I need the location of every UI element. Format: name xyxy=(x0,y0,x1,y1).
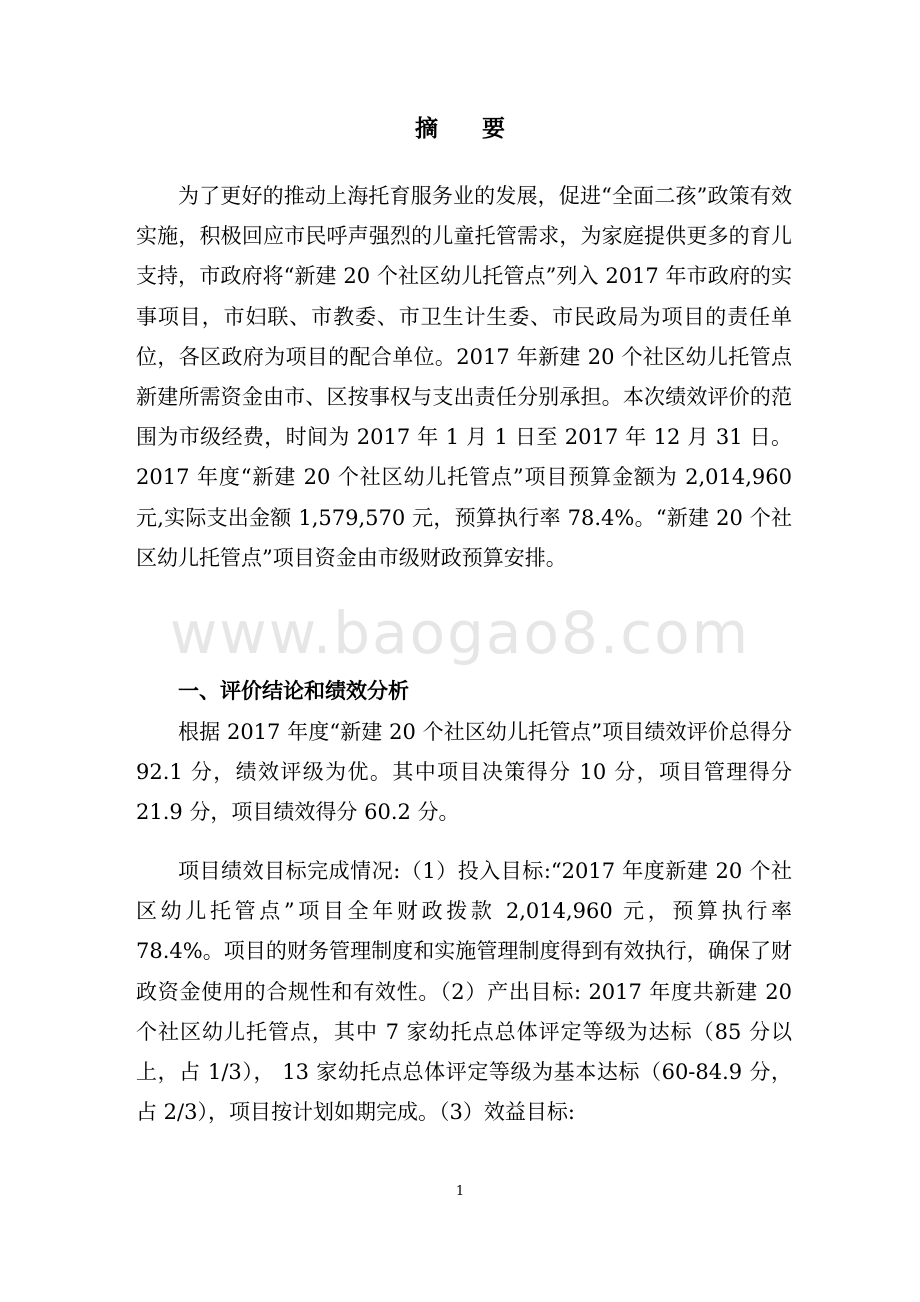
page-number: 1 xyxy=(455,1184,465,1199)
intro-paragraph: 为了更好的推动上海托育服务业的发展，促进“全面二孩”政策有效实施，积极回应市民呼声强烈的儿童托管需求，为家庭提供更多的育儿支持，市政府将“新建 20 个社区幼儿托管点”列入 2017 年市政府的实事项目，市妇联、市教委、市卫生计生委、市民政局为项目的责任单位，各区政府为项目的配合单位。2017 年新建 20 个社区幼儿托管点新建所需资金由市、区按事权与支出责任分别承担。本次绩效评价的范围为市级经费，时间为 2017 年 1 月 1 日至 2017 年 12 月 31 日。2017 年度“新建 20 个社区幼儿托管点”项目预算金额为 2,014,960 元,实际支出金额 1,579,570 元，预算执行率 78.4%。“新建 20 个社区幼儿托管点”项目资金由市级财政预算安排。 xyxy=(136,184,792,570)
section-heading: 一、评价结论和绩效分析 xyxy=(178,678,409,703)
score-paragraph: 根据 2017 年度“新建 20 个社区幼儿托管点”项目绩效评价总得分 92.1 分，绩效评级为优。其中项目决策得分 10 分，项目管理得分 21.9 分，项目绩效得分 60.2 分。 xyxy=(136,720,792,825)
goals-paragraph: 项目绩效目标完成情况:（1）投入目标:“2017 年度新建 20 个社区幼儿托管点”项目全年财政拨款 2,014,960 元，预算执行率 78.4%。项目的财务管理制度和实施管理制度得到有效执行，确保了财政资金使用的合规性和有效性。（2）产出目标: 2017 年度共新建 20 个社区幼儿托管点，其中 7 家幼托点总体评定等级为达标（85 分以上，占 1/3）， 13 家幼托点总体评定等级为基本达标（60-84.9 分，占 2/3），项目按计划如期完成。（3）效益目标: xyxy=(136,859,792,1125)
watermark: www.baogao8.com xyxy=(169,599,751,667)
page-title: 摘 要 xyxy=(414,115,523,142)
